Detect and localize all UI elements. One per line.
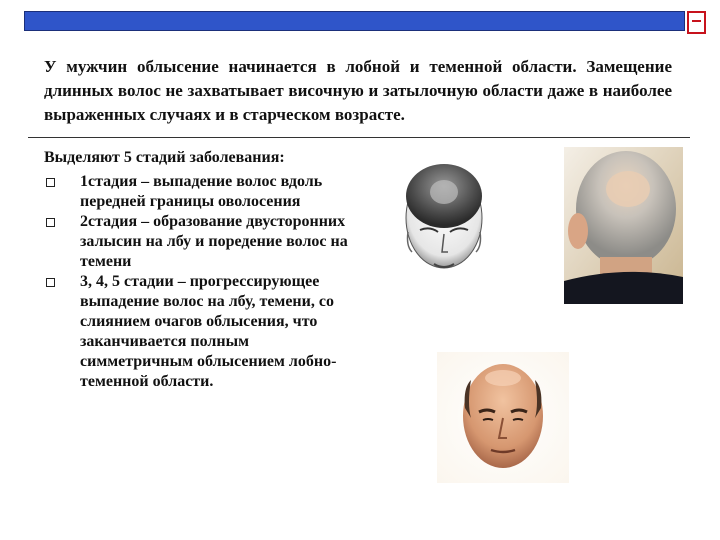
- checkbox-bullet-icon: [46, 278, 55, 287]
- frontal-baldness-photo: [437, 352, 569, 483]
- stage-item-1: [44, 172, 354, 212]
- stage-item-2: [44, 212, 354, 272]
- stage-item-3: [44, 272, 354, 392]
- stages-list: [44, 148, 354, 392]
- intro-overlap-mask: [40, 32, 680, 40]
- head-top-view-photo: [402, 160, 486, 286]
- checkbox-bullet-icon: [46, 218, 55, 227]
- stage-item-text: 3, 4, 5 стадии – прогрессирующее выпадение волос на лбу, темени, со слиянием очагов облысения, что заканчивается полным симметричным облысением лобно-теменной области.: [80, 273, 337, 390]
- stages-heading: Выделяют 5 стадий заболевания:: [44, 149, 285, 166]
- intro-paragraph: У мужчин облысение начинается в лобной и теменной области. Замещение длинных волос не захватывает височную и затылочную области даже в наиболее выраженных случаях и в старческом возрасте.: [44, 57, 672, 124]
- stage-item-text: 1стадия – выпадение волос вдоль передней границы оволосения: [80, 173, 323, 210]
- section-divider: [28, 137, 690, 138]
- corner-marker: [687, 11, 706, 34]
- stage-item-text: 2стадия – образование двусторонних залысин на лбу и поредение волос на темени: [80, 213, 348, 270]
- crown-back-view-photo: [564, 147, 683, 304]
- checkbox-bullet-icon: [46, 178, 55, 187]
- title-bar: [24, 11, 685, 31]
